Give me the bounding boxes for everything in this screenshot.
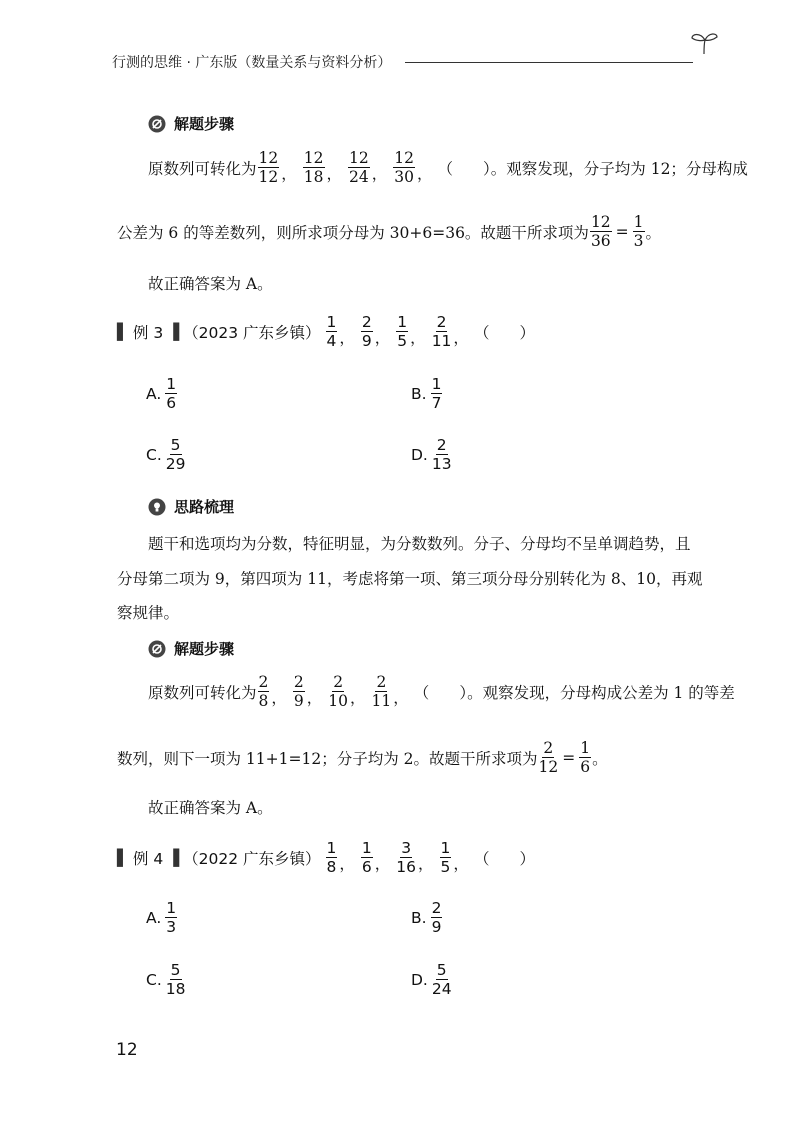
- fraction: $\frac{12}{30}$: [394, 149, 414, 187]
- text-segment: ）。观察发现，分子均为 12；分母构成: [483, 159, 748, 178]
- fraction: $\frac{12}{24}$: [349, 149, 369, 187]
- fraction: $\frac{2}{9}$: [431, 899, 442, 937]
- text-segment: 数列，则下一项为 11+1=12；分子均为 2。故题干所求项为: [117, 749, 538, 768]
- approach-icon: [148, 498, 166, 516]
- fraction: $\frac{5}{29}$: [165, 436, 186, 474]
- fraction: $\frac{12}{18}$: [303, 149, 324, 187]
- fraction: $\frac{2}{11}$: [431, 313, 452, 351]
- section-title-approach: [148, 496, 234, 517]
- fraction: $\frac{2}{11}$: [371, 673, 392, 711]
- fraction: $\frac{1}{4}$: [326, 313, 337, 351]
- section-title-text: 解题步骤: [174, 640, 235, 658]
- solution-2-line-2: 数列，则下一项为 11+1=12；分子均为 2。故题干所求项为 $\frac{2}{12}$ = $\frac{1}{6}$ 。: [117, 739, 608, 777]
- option-c[interactable]: C. $\frac{5}{18}$: [146, 961, 186, 999]
- fraction: $\frac{2}{12}$: [538, 739, 559, 777]
- page-number: 12: [116, 1040, 138, 1060]
- solution-steps-icon: [148, 640, 166, 658]
- solution-1-line-1: 原数列可转化为 $\frac{12}{12}$ ， $\frac{12}{18}$ ， $\frac{12}{24}$ ， $\frac{12}{30}$ ， （ ）。观察发现，分子均为 12；分母构成: [148, 149, 748, 187]
- fraction: $\frac{2}{9}$: [293, 673, 304, 711]
- example-3-stem: ▌ 例 3 ▐ （2023 广东乡镇） $\frac{1}{4}$ ， $\frac{2}{9}$ ， $\frac{1}{5}$ ， $\frac{2}{11}$ ， （ ）: [117, 313, 535, 351]
- fraction: $\frac{2}{9}$: [361, 313, 372, 351]
- example-marker: ▌: [117, 848, 129, 867]
- section-title-text: 思路梳理: [174, 498, 235, 516]
- option-d[interactable]: D. $\frac{2}{13}$: [411, 436, 452, 474]
- header-title: 行测的思维 · 广东版（数量关系与资料分析）: [112, 55, 392, 71]
- fraction: $\frac{1}{6}$: [580, 739, 591, 777]
- fraction: $\frac{1}{6}$: [166, 375, 177, 413]
- header-rule: [405, 62, 693, 63]
- fraction: $\frac{1}{7}$: [431, 375, 442, 413]
- example-label: 例 3: [132, 323, 164, 342]
- fraction: $\frac{12}{12}$: [258, 149, 279, 187]
- solution-2-line-1: 原数列可转化为 $\frac{2}{8}$ ， $\frac{2}{9}$ ， $\frac{2}{10}$ ， $\frac{2}{11}$ ， （ ）。观察发现，分母构成公差为 1 的等差: [148, 673, 735, 711]
- solution-1-answer: 故正确答案为 A。: [148, 275, 273, 293]
- example-marker: ▐: [167, 848, 180, 867]
- fraction: $\frac{1}{3}$: [166, 899, 177, 937]
- example-4-stem: ▌ 例 4 ▐ （2022 广东乡镇） $\frac{1}{8}$ ， $\frac{1}{6}$ ， $\frac{3}{16}$ ， $\frac{1}{5}$ ， （ ）: [117, 839, 535, 877]
- fraction: $\frac{2}{13}$: [431, 436, 452, 474]
- approach-line-3: 察规律。: [117, 604, 180, 622]
- option-b[interactable]: B. $\frac{2}{9}$: [411, 899, 442, 937]
- fraction: $\frac{3}{16}$: [396, 839, 417, 877]
- fraction: $\frac{5}{18}$: [165, 961, 186, 999]
- solution-1-line-2: 公差为 6 的等差数列，则所求项分母为 30+6=36。故题干所求项为 $\frac{12}{36}$ = $\frac{1}{3}$ 。: [117, 213, 662, 251]
- running-header: [112, 52, 391, 72]
- solution-2-answer: 故正确答案为 A。: [148, 799, 273, 817]
- example-source: （2023 广东乡镇）: [183, 323, 321, 342]
- fraction: $\frac{1}{3}$: [633, 213, 644, 251]
- fraction: $\frac{1}{8}$: [326, 839, 337, 877]
- blank-open: （: [437, 159, 454, 178]
- text-segment: ）。观察发现，分母构成公差为 1 的等差: [459, 683, 735, 702]
- sprout-icon: [688, 28, 720, 56]
- solution-steps-icon: [148, 115, 166, 133]
- option-a[interactable]: A. $\frac{1}{6}$: [146, 375, 177, 413]
- example-marker: ▌: [117, 322, 129, 341]
- option-b[interactable]: B. $\frac{1}{7}$: [411, 375, 442, 413]
- option-a[interactable]: A. $\frac{1}{3}$: [146, 899, 177, 937]
- text-segment: 公差为 6 的等差数列，则所求项分母为 30+6=36。故题干所求项为: [117, 223, 589, 242]
- text-segment: 原数列可转化为: [148, 683, 257, 702]
- fraction: $\frac{12}{36}$: [590, 213, 611, 251]
- text-segment: 原数列可转化为: [148, 159, 257, 178]
- option-c[interactable]: C. $\frac{5}{29}$: [146, 436, 186, 474]
- fraction: $\frac{5}{24}$: [431, 961, 452, 999]
- fraction: $\frac{2}{8}$: [258, 673, 269, 711]
- section-title-text: 解题步骤: [174, 115, 235, 133]
- approach-line-2: 分母第二项为 9，第四项为 11，考虑将第一项、第三项分母分别转化为 8、10，再观: [117, 570, 703, 588]
- fraction: $\frac{2}{10}$: [328, 673, 349, 711]
- section-title-solution-2: [148, 638, 234, 659]
- example-label: 例 4: [132, 849, 164, 868]
- fraction: $\frac{1}{5}$: [397, 313, 408, 351]
- option-d[interactable]: D. $\frac{5}{24}$: [411, 961, 452, 999]
- section-title-solution-1: [148, 113, 234, 134]
- approach-line-1: 题干和选项均为分数，特征明显，为分数数列。分子、分母均不呈单调趋势，且: [148, 535, 691, 553]
- example-source: （2022 广东乡镇）: [183, 849, 321, 868]
- fraction: $\frac{1}{6}$: [361, 839, 372, 877]
- fraction: $\frac{1}{5}$: [440, 839, 451, 877]
- example-marker: ▐: [167, 322, 180, 341]
